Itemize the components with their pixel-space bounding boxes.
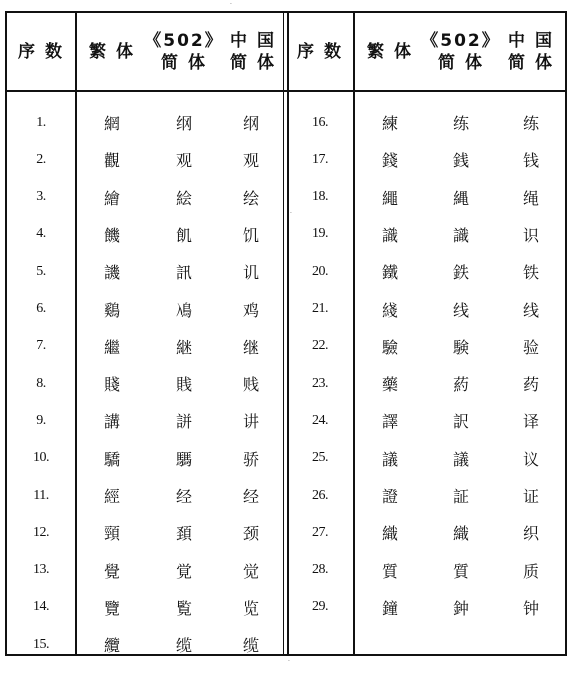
traditional-char: 議 <box>381 449 398 469</box>
simplified-502-char: 賎 <box>175 375 192 395</box>
table-row-right <box>7 216 565 253</box>
header-cn-sub: 简 体 <box>508 52 554 73</box>
china-simplified-char: 讥 <box>242 263 259 283</box>
traditional-char: 質 <box>381 561 398 581</box>
row-number: 2. <box>36 151 46 167</box>
simplified-502-char: 頚 <box>175 524 192 544</box>
row-number: 23. <box>312 375 328 391</box>
table-header <box>7 13 565 92</box>
china-simplified-char: 缆 <box>242 636 259 656</box>
simplified-502-char: 識 <box>452 225 469 245</box>
china-simplified-char: 质 <box>522 561 539 581</box>
china-simplified-char: 贱 <box>242 375 259 395</box>
header-502-title: 《502》 <box>144 30 224 51</box>
row-number: 21. <box>312 301 328 316</box>
header-seq-label: 序 数 <box>18 41 64 62</box>
simplified-502-char: 験 <box>452 337 469 357</box>
simplified-502-char: 騳 <box>175 449 192 469</box>
simplified-502-char: 缆 <box>175 636 192 656</box>
china-simplified-char: 觉 <box>242 561 259 581</box>
row-number: 13. <box>33 562 49 578</box>
simplified-502-char: 鉄 <box>452 263 469 283</box>
china-simplified-char: 鸡 <box>242 300 259 320</box>
china-simplified-char: 绘 <box>242 188 259 208</box>
traditional-char: 練 <box>381 114 398 133</box>
china-simplified-char: 讲 <box>242 412 259 432</box>
traditional-char: 錢 <box>381 151 398 171</box>
header-502-right <box>421 13 501 90</box>
traditional-char: 網 <box>103 114 120 133</box>
simplified-502-char: 議 <box>452 449 469 469</box>
simplified-502-char: 訊 <box>175 263 192 283</box>
row-number: 22. <box>312 338 328 354</box>
china-simplified-char: 议 <box>522 449 539 469</box>
simplified-502-char: 縄 <box>452 188 469 208</box>
header-seq-label: 序 数 <box>297 41 343 62</box>
china-simplified-char: 绳 <box>522 188 539 208</box>
traditional-char: 藥 <box>381 375 398 395</box>
traditional-char: 鐵 <box>381 263 398 283</box>
traditional-char: 賤 <box>103 375 120 395</box>
scan-speck: · <box>290 210 292 217</box>
table-row-right <box>7 179 565 216</box>
traditional-char: 繼 <box>103 337 120 357</box>
simplified-502-char: 訳 <box>452 412 469 432</box>
table-row-right <box>7 328 565 365</box>
row-number: 8. <box>36 375 46 391</box>
table-row-right <box>7 552 565 589</box>
header-cn-title: 中 国 <box>508 30 554 51</box>
simplified-502-char: 经 <box>175 487 192 506</box>
row-number: 24. <box>312 412 328 428</box>
simplified-502-char: 鈡 <box>452 598 469 618</box>
table-row-right <box>7 104 565 141</box>
traditional-char: 證 <box>381 487 398 506</box>
row-number: 5. <box>36 263 46 279</box>
traditional-char: 織 <box>381 524 398 544</box>
china-simplified-char: 饥 <box>242 225 259 245</box>
traditional-char: 鐘 <box>381 598 398 618</box>
simplified-502-char: 练 <box>452 114 469 133</box>
china-simplified-char: 经 <box>242 487 259 506</box>
simplified-502-char: 覧 <box>175 598 192 618</box>
traditional-char: 覽 <box>103 598 120 618</box>
china-simplified-char: 钟 <box>522 598 539 618</box>
header-trad-label: 繁 体 <box>367 41 413 62</box>
header-cn-right <box>497 13 565 90</box>
row-number: 25. <box>312 450 328 466</box>
simplified-502-char: 覚 <box>175 561 192 581</box>
china-simplified-char: 观 <box>242 151 259 171</box>
header-502-sub: 简 体 <box>438 52 484 73</box>
china-simplified-char: 铁 <box>522 263 539 283</box>
simplified-502-char: 織 <box>452 524 469 544</box>
table-row-right <box>7 402 565 439</box>
traditional-char: 識 <box>381 225 398 245</box>
traditional-char: 譯 <box>381 412 398 432</box>
table-row-right <box>7 291 565 328</box>
simplified-502-char: 葯 <box>452 375 469 395</box>
traditional-char: 繪 <box>103 188 120 208</box>
simplified-502-char: 質 <box>452 561 469 581</box>
row-number: 10. <box>33 450 49 466</box>
scan-speck: · <box>230 1 232 8</box>
traditional-char: 觀 <box>103 151 120 171</box>
china-simplified-char: 证 <box>522 487 539 506</box>
china-simplified-char: 织 <box>522 524 539 544</box>
row-number: 14. <box>33 599 49 615</box>
traditional-char: 饑 <box>103 225 120 245</box>
row-number: 17. <box>312 151 328 167</box>
row-number: 18. <box>312 189 328 205</box>
table-row-right <box>7 589 565 626</box>
row-number: 15. <box>33 636 49 652</box>
header-502-title: 《502》 <box>421 30 501 51</box>
traditional-char: 驗 <box>381 337 398 357</box>
simplified-502-char: 观 <box>175 151 192 171</box>
header-cn-title: 中 国 <box>230 30 276 51</box>
header-seq-left <box>7 13 75 90</box>
simplified-502-char: 誁 <box>175 412 192 432</box>
character-comparison-table <box>5 11 567 656</box>
header-trad-right <box>355 13 425 90</box>
row-number: 6. <box>36 301 46 316</box>
china-simplified-char: 览 <box>242 598 259 618</box>
header-502-sub: 简 体 <box>161 52 207 73</box>
row-number: 1. <box>36 114 46 130</box>
header-seq-right <box>287 13 353 90</box>
traditional-char: 綫 <box>381 300 398 320</box>
table-row-right <box>7 141 565 178</box>
row-number: 29. <box>312 599 328 615</box>
china-simplified-char: 识 <box>522 225 539 245</box>
row-number: 11. <box>33 487 49 503</box>
china-simplified-char: 线 <box>522 300 539 320</box>
simplified-502-char: 継 <box>175 337 192 357</box>
table-row-left <box>7 626 565 663</box>
china-simplified-char: 继 <box>242 337 259 357</box>
row-number: 4. <box>36 226 46 242</box>
traditional-char: 驕 <box>103 449 120 469</box>
traditional-char: 繩 <box>381 188 398 208</box>
simplified-502-char: 线 <box>452 300 469 320</box>
row-number: 19. <box>312 226 328 242</box>
china-simplified-char: 译 <box>522 412 539 432</box>
simplified-502-char: 銭 <box>452 151 469 171</box>
row-number: 26. <box>312 487 328 503</box>
row-number: 28. <box>312 562 328 578</box>
traditional-char: 覺 <box>103 561 120 581</box>
table-row-right <box>7 514 565 551</box>
traditional-char: 講 <box>103 412 120 432</box>
simplified-502-char: 飢 <box>175 225 192 245</box>
row-number: 12. <box>33 524 49 540</box>
china-simplified-char: 骄 <box>242 449 259 469</box>
china-simplified-char: 药 <box>522 375 539 395</box>
traditional-char: 纜 <box>103 636 120 656</box>
table-row-right <box>7 440 565 477</box>
row-number: 3. <box>36 189 46 205</box>
traditional-char: 鷄 <box>103 300 120 320</box>
china-simplified-char: 练 <box>522 114 539 133</box>
header-cn-sub: 简 体 <box>230 52 276 73</box>
header-cn-left <box>219 13 287 90</box>
header-trad-label: 繁 体 <box>89 41 135 62</box>
row-number: 9. <box>36 412 46 428</box>
china-simplified-char: 钱 <box>522 151 539 171</box>
row-number: 16. <box>312 114 328 130</box>
scan-speck: · <box>288 658 290 665</box>
china-simplified-char: 验 <box>522 337 539 357</box>
china-simplified-char: 颈 <box>242 524 259 544</box>
table-row-right <box>7 477 565 514</box>
table-row-right <box>7 365 565 402</box>
row-number: 27. <box>312 524 328 540</box>
simplified-502-char: 証 <box>452 487 469 506</box>
simplified-502-char: 鳰 <box>175 300 192 320</box>
row-number: 20. <box>312 263 328 279</box>
traditional-char: 頸 <box>103 524 120 544</box>
header-502-left <box>144 13 224 90</box>
simplified-502-char: 絵 <box>175 188 192 208</box>
table-row-right <box>7 253 565 290</box>
row-number: 7. <box>36 338 46 354</box>
traditional-char: 譏 <box>103 263 120 283</box>
header-trad-left <box>77 13 147 90</box>
traditional-char: 經 <box>103 487 120 506</box>
simplified-502-char: 纲 <box>175 114 192 133</box>
china-simplified-char: 纲 <box>242 114 259 133</box>
